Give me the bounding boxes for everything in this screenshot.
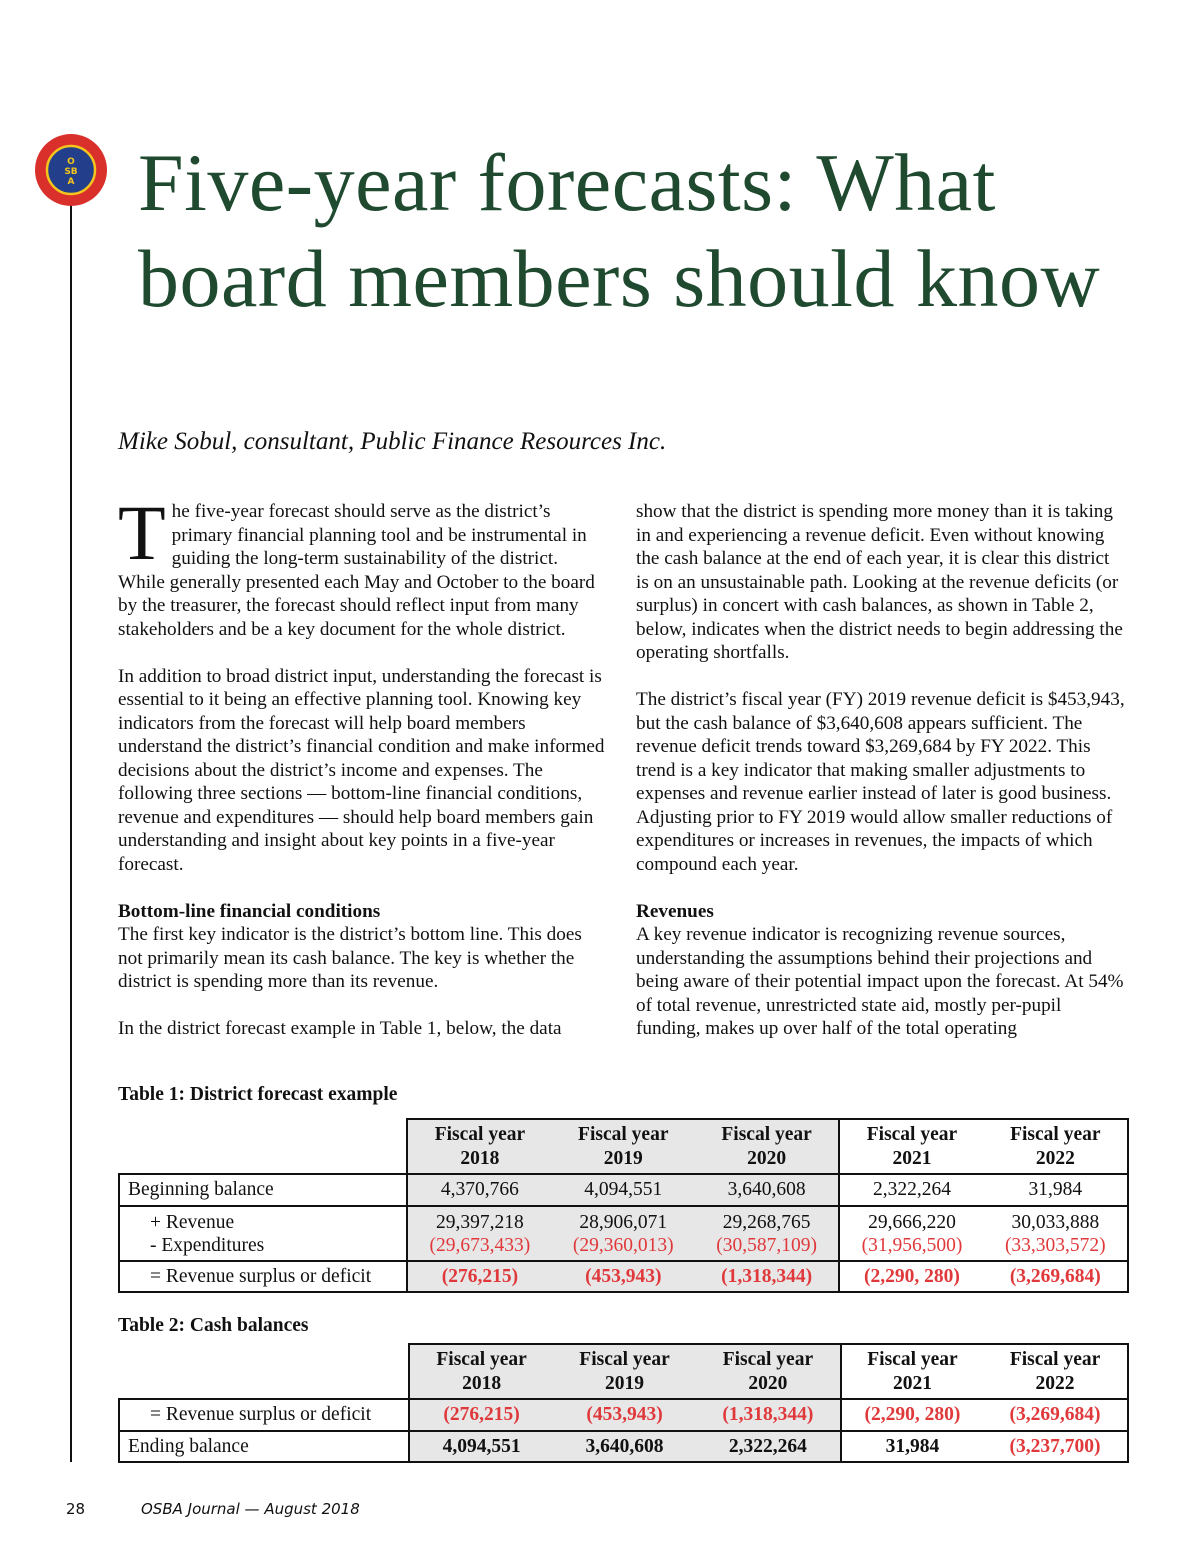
table2-header-row [119, 1344, 1128, 1399]
table1-header-cell: Fiscal year 2019 [552, 1119, 695, 1174]
table-row: Ending balance 4,094,551 3,640,608 2,322,264 31,984 (3,237,700) [119, 1431, 1128, 1463]
title-line-2: board members should know [138, 233, 1101, 324]
table1-district-forecast [118, 1118, 1129, 1293]
left-paragraph-3: The first key indicator is the district’s bottom line. This does not primarily mean its cash balance. The key is whether the district is spending more than its revenue. [118, 924, 582, 992]
byline: Mike Sobul, consultant, Public Finance Resources Inc. [118, 428, 667, 455]
table1-header-cell: Fiscal year 2020 [695, 1119, 839, 1174]
section-heading-revenues: Revenues [636, 900, 714, 922]
drop-cap: T [118, 489, 166, 576]
left-paragraph-4: In the district forecast example in Table 1, below, the data [118, 1018, 562, 1039]
table2-header-cell: Fiscal year 2021 [841, 1344, 983, 1399]
right-paragraph-1: show that the district is spending more money than it is taking in and experiencing a revenue deficit. Even without knowing the cash balance at the end of each year, it is clear this district is on an unsustainable path. Looking at the revenue deficits (or surplus) in concert with cash balances, as shown in Table 2, below, indicates when the district needs to begin addressing the operating shortfalls. [636, 501, 1123, 663]
table1-header-cell: Fiscal year 2021 [839, 1119, 983, 1174]
osba-seal-logo [34, 133, 108, 207]
right-paragraph-2: The district’s fiscal year (FY) 2019 revenue deficit is $453,943, but the cash balance of $3,640,608 appears sufficient. The revenue deficit trends toward $3,269,684 by FY 2022. This trend is a key indicator that making smaller adjustments to expenses and revenue earlier instead of later is good business. Adjusting prior to FY 2019 would allow smaller reductions of expenditures or increases in revenues, the impacts of which compound each year. [636, 689, 1125, 875]
table2-cash-balances [118, 1343, 1129, 1463]
right-column [636, 500, 1126, 1064]
table1-caption: Table 1: District forecast example [118, 1084, 398, 1105]
table2-header-cell: Fiscal year 2018 [409, 1344, 553, 1399]
table1-header-cell: Fiscal year 2022 [984, 1119, 1128, 1174]
table2-header-cell: Fiscal year 2022 [983, 1344, 1128, 1399]
right-paragraph-3: A key revenue indicator is recognizing revenue sources, understanding the assumptions behind their projections and being aware of their potential impact upon the forecast. At 54% of total revenue, unrestricted state aid, mostly per-pupil funding, makes up over half of the total operating [636, 924, 1124, 1039]
section-heading-bottom-line: Bottom-line financial conditions [118, 900, 381, 922]
left-paragraph-1: he five-year forecast should serve as the district’s primary financial planning tool and be instrumental in guiding the long-term sustainability of the district. While generally presented each May and October to the board by the treasurer, the forecast should reflect input from many stakeholders and be a key document for the whole district. [118, 501, 595, 640]
table2-caption: Table 2: Cash balances [118, 1315, 309, 1336]
table-row: = Revenue surplus or deficit (276,215) (453,943) (1,318,344) (2,290, 280) (3,269,684) [119, 1261, 1128, 1293]
article-title [138, 135, 1100, 327]
table2-header-cell: Fiscal year 2020 [696, 1344, 841, 1399]
table-row: = Revenue surplus or deficit (276,215) (453,943) (1,318,344) (2,290, 280) (3,269,684) [119, 1399, 1128, 1431]
margin-rule [70, 195, 72, 1462]
table1-header-row [119, 1119, 1128, 1174]
left-column [118, 489, 608, 1064]
journal-footer: OSBA Journal — August 2018 [141, 1500, 360, 1518]
svg-text:A: A [67, 177, 75, 187]
table1-header-cell: Fiscal year 2018 [407, 1119, 551, 1174]
table2-header-cell: Fiscal year 2019 [553, 1344, 696, 1399]
table-row: Beginning balance 4,370,766 4,094,551 3,640,608 2,322,264 31,984 [119, 1174, 1128, 1206]
title-line-1: Five-year forecasts: What [138, 137, 996, 228]
left-paragraph-2: In addition to broad district input, understanding the forecast is essential to it being an effective planning tool. Knowing key indicators from the forecast will help board members understand the district’s financial condition and make informed decisions about the district’s income and expenses. The following three sections — bottom-line financial conditions, revenue and expenditures — should help board members gain understanding and insight about key points in a five-year forecast. [118, 665, 605, 875]
svg-text:SB: SB [64, 167, 78, 177]
table-row: + Revenue - Expenditures 29,397,218 (29,673,433) 28,906,071 (29,360,013) 29,268,765 (30,587,109) 29,666,220 (31,956,500) 30,033,888 (33,303,572) [119, 1206, 1128, 1261]
svg-text:O: O [67, 157, 75, 167]
page-number: 28 [66, 1500, 86, 1518]
